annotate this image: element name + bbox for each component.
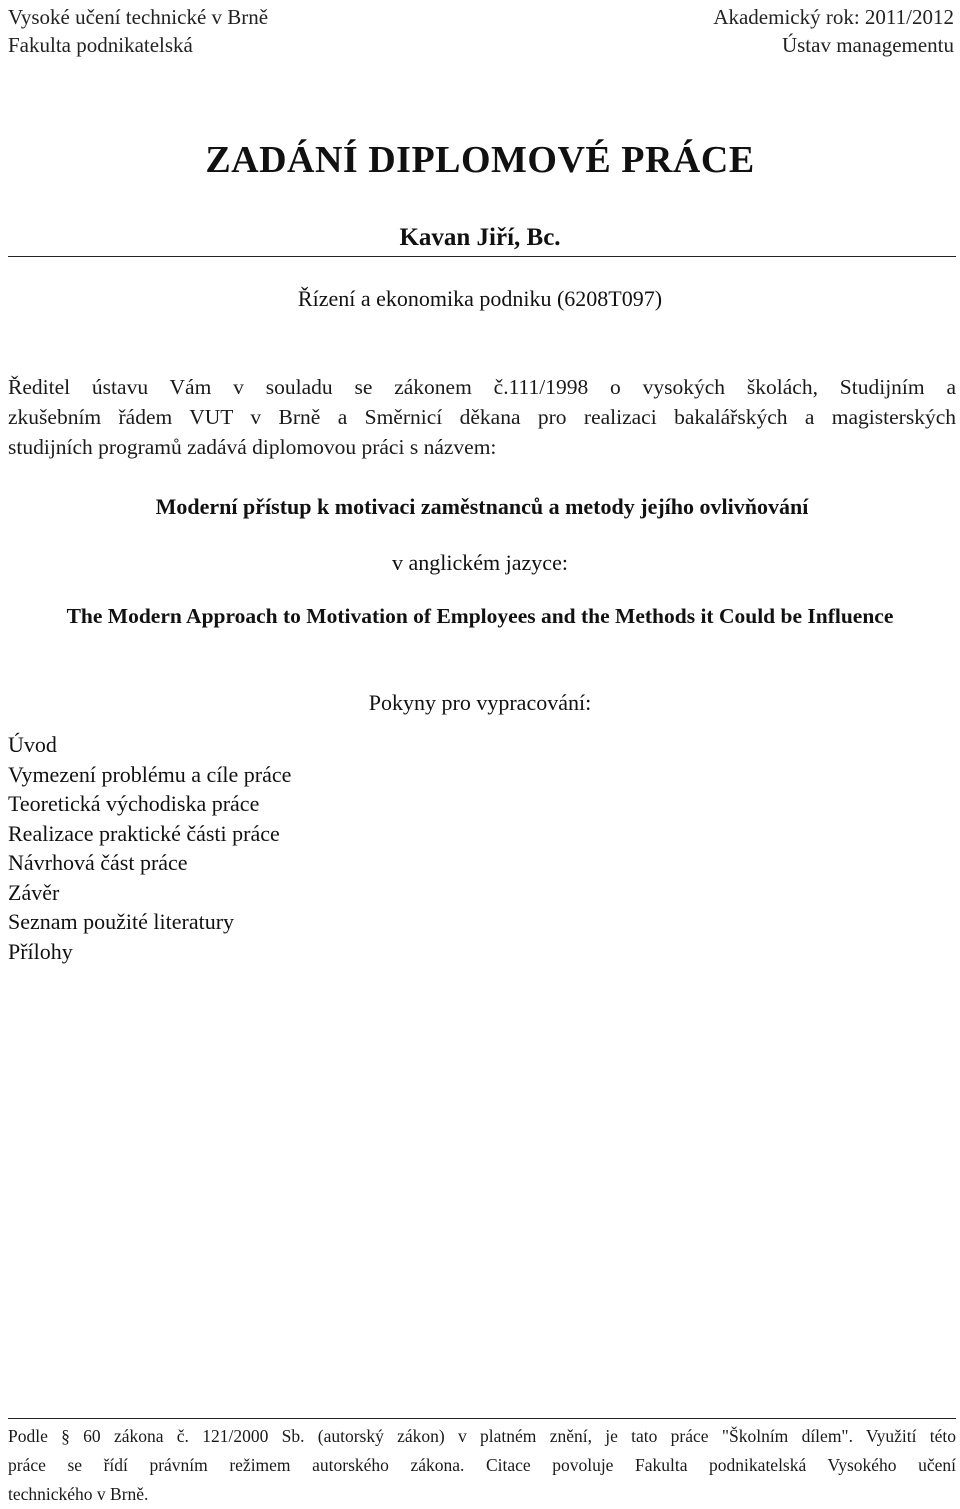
- outline-item: Závěr: [8, 879, 60, 905]
- intro-line: studijních programů zadává diplomovou práci s názvem:: [8, 435, 497, 459]
- academic-year: Akademický rok: 2011/2012: [713, 5, 954, 29]
- outline-item: Teoretická východiska práce: [8, 791, 260, 816]
- intro-line: zkušebním řádem VUT v Brně a Směrnicí děkana pro realizaci bakalářských a magisterských: [8, 405, 956, 429]
- outline-item: Úvod: [8, 732, 57, 757]
- copyright-footer: [8, 1422, 956, 1509]
- student-name: Kavan Jiří, Bc.: [399, 224, 561, 251]
- intro-paragraph: [8, 372, 956, 462]
- instructions-heading: Pokyny pro vypracování:: [368, 690, 592, 715]
- intro-line: Ředitel ústavu Vám v souladu se zákonem č.111/1998 o vysokých školách, Studijním a: [8, 375, 956, 399]
- faculty-name: Fakulta podnikatelská: [8, 33, 193, 57]
- institute-name: Ústav managementu: [781, 33, 954, 57]
- outline-item: Realizace praktické části práce: [8, 820, 280, 846]
- document-title: ZADÁNÍ DIPLOMOVÉ PRÁCE: [205, 139, 755, 181]
- footer-line: technického v Brně.: [8, 1484, 149, 1504]
- footer-line: práce se řídí právním režimem autorského zákona. Citace povoluje Fakulta podnikatelská Vysokého učení: [8, 1455, 956, 1475]
- top-divider: [8, 256, 956, 257]
- footer-divider: [8, 1418, 956, 1419]
- thesis-outline-list: [8, 730, 291, 966]
- thesis-title-english: The Modern Approach to Motivation of Employees and the Methods it Could be Influence: [66, 604, 894, 628]
- thesis-title-czech: Moderní přístup k motivaci zaměstnanců a metody jejího ovlivňování: [155, 494, 809, 519]
- outline-item: Návrhová část práce: [8, 850, 188, 875]
- university-name: Vysoké učení technické v Brně: [8, 5, 269, 29]
- outline-item: Vymezení problému a cíle práce: [8, 761, 292, 787]
- study-program: Řízení a ekonomika podniku (6208T097): [297, 286, 663, 311]
- english-language-label: v anglickém jazyce:: [392, 550, 568, 575]
- outline-item: Přílohy: [8, 938, 73, 964]
- outline-item: Seznam použité literatury: [8, 909, 235, 934]
- footer-line: Podle § 60 zákona č. 121/2000 Sb. (autorský zákon) v platném znění, je tato práce "Školním dílem". Využití této: [8, 1426, 956, 1446]
